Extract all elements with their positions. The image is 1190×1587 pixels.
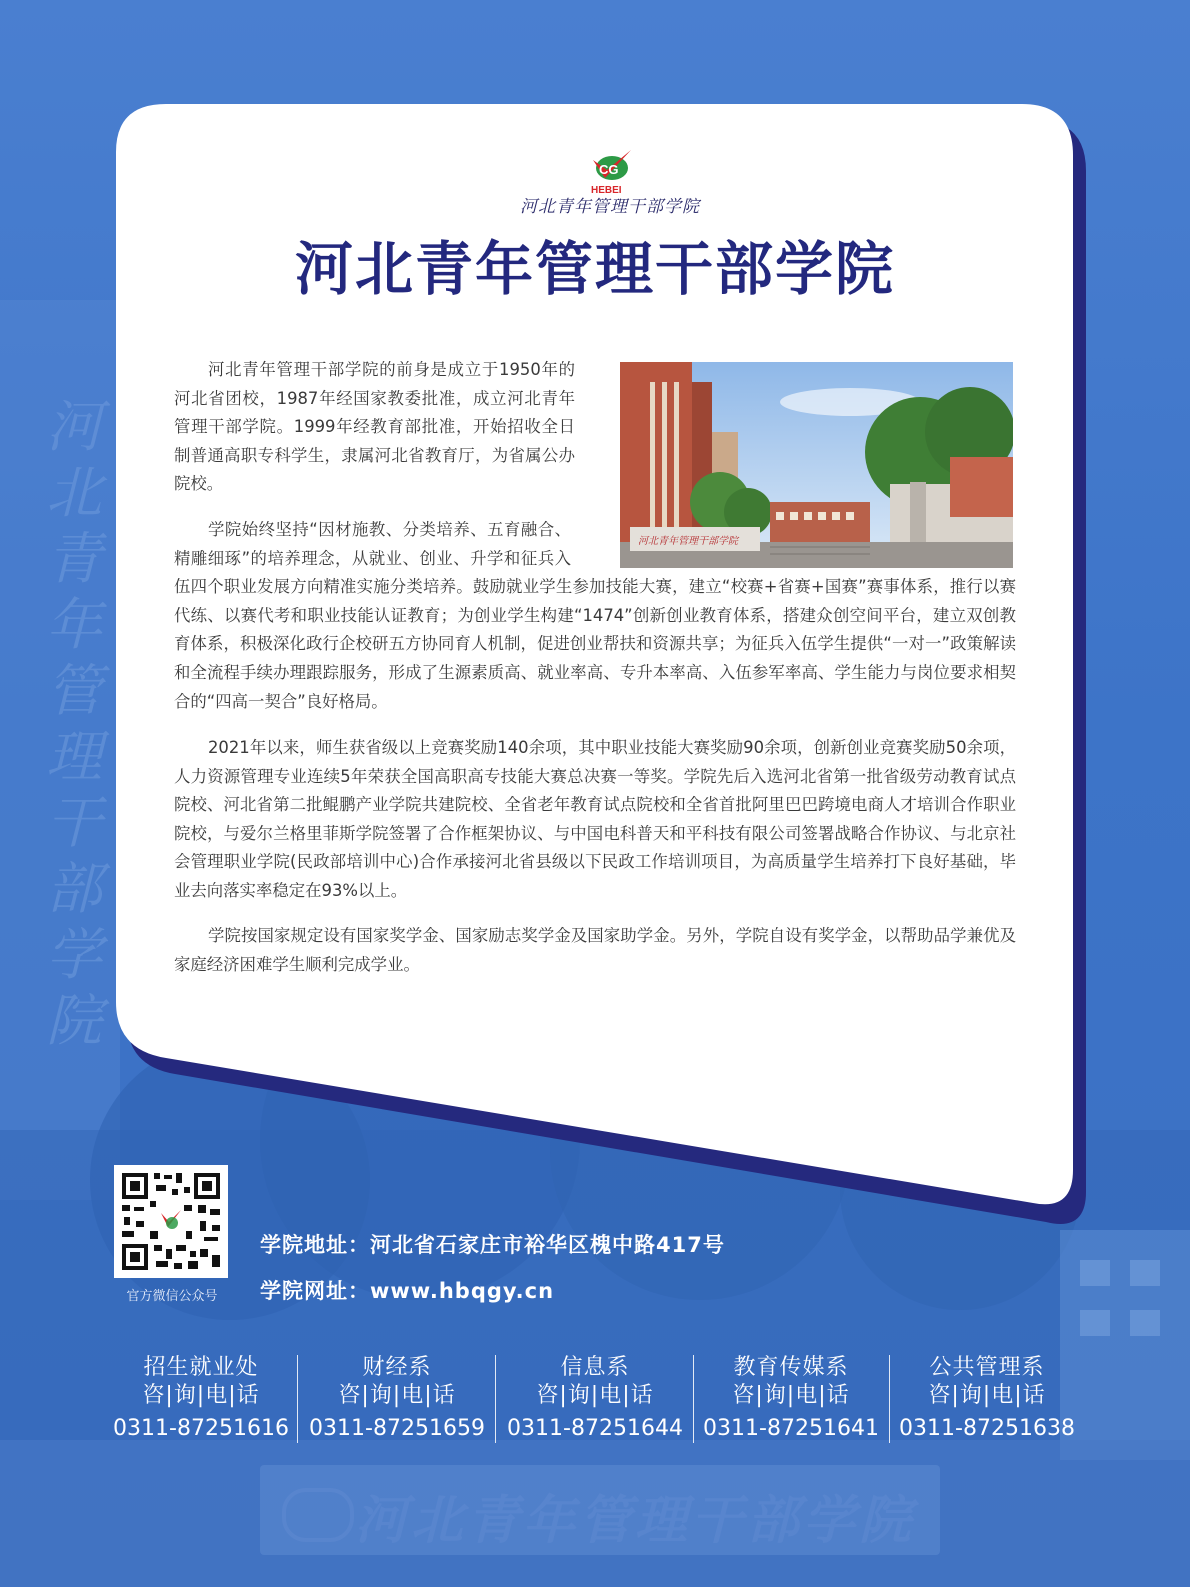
college-logo-icon xyxy=(585,148,639,196)
svg-text:CG: CG xyxy=(599,162,619,177)
intro-paragraph-awards: 2021年以来，师生获省级以上竞赛奖励140余项，其中职业技能大赛奖励90余项，创新创业竞赛奖励50余项，人力资源管理专业连续5年荣获全国高职高专技能大赛总决赛一等奖。学院先后入选河北省第一批省级劳动教育试点院校、河北省第二批鲲鹏产业学院共建院校、全省老年教育试点院校和全省首批阿里巴巴跨境电商人才培训合作职业院校，与爱尔兰格里菲斯学院签署了合作框架协议、与中国电科普天和平科技有限公司签署战略合作协议、与北京社会管理职业学院(民政部培训中心)合作承接河北省县级以下民政工作培训项目，为高质量学生培养打下良好基础，毕业去向落实率稳定在93%以上。 xyxy=(174,738,1016,900)
intro-paragraph-scholarship: 学院按国家规定设有国家奖学金、国家励志奖学金及国家助学金。另外，学院自设有奖学金，以帮助品学兼优及家庭经济困难学生顺利完成学业。 xyxy=(174,926,1016,974)
footer-gate-sign: 河北青年管理干部学院 xyxy=(355,1490,916,1551)
wechat-qr-code[interactable] xyxy=(114,1165,228,1278)
college-address: 学院地址：河北省石家庄市裕华区槐中路417号 xyxy=(260,1233,725,1257)
dept-divider xyxy=(495,1355,496,1443)
dept-admissions xyxy=(103,1354,299,1446)
dept-divider xyxy=(297,1355,298,1443)
page-title: 河北青年管理干部学院 xyxy=(294,235,895,303)
dept-phone[interactable]: 0311-87251659 xyxy=(309,1416,485,1441)
dept-consult-label: 咨|询|电|话 xyxy=(732,1383,850,1408)
dept-finance xyxy=(299,1354,495,1446)
dept-name: 财经系 xyxy=(362,1355,432,1380)
training-text: 学院始终坚持“因材施教、分类培养、五育融合、精雕细琢”的培养理念，从就业、创业、升学和征兵入伍四个职业发展方向精准实施分类培养。鼓励就业学生参加技能大赛，建立“校赛+省赛+国赛”赛事体系，推行以赛代练、以赛代考和职业技能认证教育；为创业学生构建“1474”创新创业教育体系，搭建众创空间平台，建立双创教育体系，积极深化政行企校研五方协同育人机制，促进创业帮扶和资源共享；为征兵入伍学生提供“一对一”政策解读和全流程手续办理跟踪服务，形成了生源素质高、就业率高、专升本率高、入伍参军率高、学生能力与岗位要求相契合的“四高一契合”良好格局。 xyxy=(174,520,1016,711)
dept-phone[interactable]: 0311-87251638 xyxy=(899,1416,1075,1441)
qr-caption: 官方微信公众号 xyxy=(126,1289,218,1304)
dept-name: 教育传媒系 xyxy=(733,1355,849,1380)
dept-consult-label: 咨|询|电|话 xyxy=(338,1383,456,1408)
logo-badge-text: HEBEI xyxy=(591,185,622,196)
dept-public-management xyxy=(889,1354,1085,1446)
dept-consult-label: 咨|询|电|话 xyxy=(142,1383,260,1408)
dept-name: 信息系 xyxy=(560,1355,630,1380)
dept-education-media xyxy=(693,1354,889,1446)
dept-name: 招生就业处 xyxy=(143,1355,259,1380)
dept-name: 公共管理系 xyxy=(929,1355,1045,1380)
college-website[interactable]: 学院网址：www.hbqgy.cn xyxy=(260,1279,555,1303)
dept-information xyxy=(497,1354,693,1446)
dept-consult-label: 咨|询|电|话 xyxy=(536,1383,654,1408)
intro-paragraph-training xyxy=(174,516,1016,716)
intro-paragraph-history: 河北青年管理干部学院的前身是成立于1950年的河北省团校，1987年经国家教委批准，成立河北青年管理干部学院。1999年经教育部批准，开始招收全日制普通高职专科学生，隶属河北省教育厅，为省属公办院校。 xyxy=(174,360,575,494)
vertical-calligraphy: 河北青年管理干部学院 xyxy=(46,395,102,1054)
dept-phone[interactable]: 0311-87251641 xyxy=(703,1416,879,1441)
dept-phone[interactable]: 0311-87251644 xyxy=(507,1416,683,1441)
dept-phone[interactable]: 0311-87251616 xyxy=(113,1416,289,1441)
dept-consult-label: 咨|询|电|话 xyxy=(928,1383,1046,1408)
logo-script-name: 河北青年管理干部学院 xyxy=(520,197,700,217)
gate-sign-text: 河北青年管理干部学院 xyxy=(638,536,738,547)
